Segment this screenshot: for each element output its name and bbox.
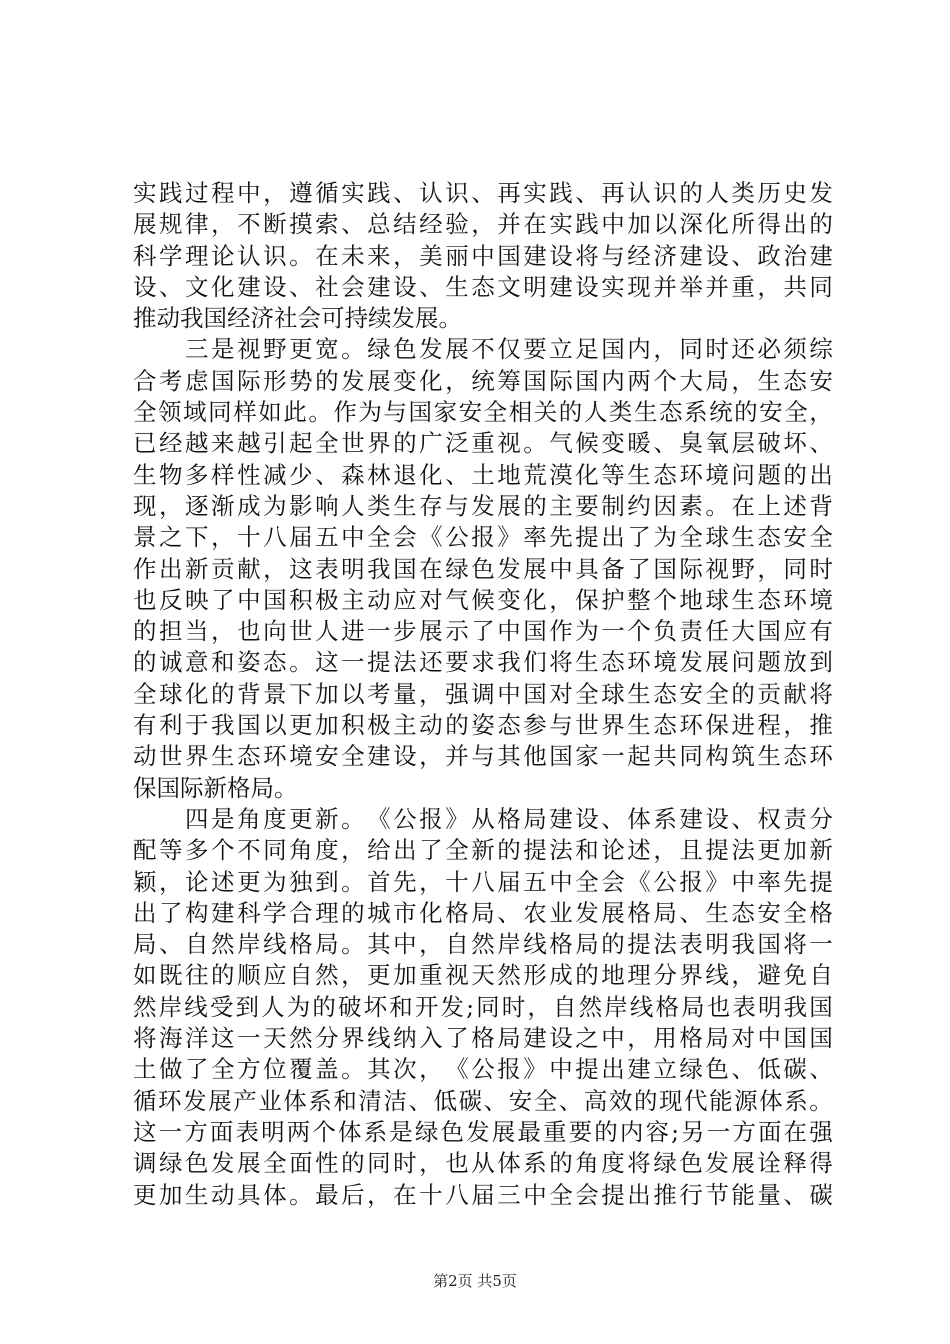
text-line: 然 岸 线 受 到 人 为 的 破 坏 和 开 发 ; 同 时 ， 自 然 岸 线 格 局 也 表 明 我 国 [133, 992, 833, 1021]
text-line: 合 考 虑 国 际 形 势 的 发 展 变 化 ， 统 筹 国 际 国 内 两 个 大 局 ， 生 态 安 [133, 366, 833, 395]
text-line: 调 绿 色 发 展 全 面 性 的 同 时 ， 也 从 体 系 的 角 度 将 绿 色 发 展 诠 释 得 [133, 1149, 833, 1178]
text-line: 全 球 化 的 背 景 下 加 以 考 量 ， 强 调 中 国 对 全 球 生 态 安 全 的 贡 献 将 [133, 679, 833, 708]
text-line: 景 之 下 ， 十 八 届 五 中 全 会 《 公 报 》 率 先 提 出 了 为 全 球 生 态 安 全 [133, 523, 833, 552]
text-line: 设 、 文 化 建 设 、 社 会 建 设 、 生 态 文 明 建 设 实 现 并 举 并 重 ， 共 同 [133, 272, 833, 301]
text-line: 科 学 理 论 认 识 。 在 未 来 ， 美 丽 中 国 建 设 将 与 经 济 建 设 、 政 治 建 [133, 241, 833, 270]
text-line: 推 动 我 国 经 济 社 会 可 持 续 发 展 。 [133, 304, 462, 333]
text-line: 局 、 自 然 岸 线 格 局 。 其 中 ， 自 然 岸 线 格 局 的 提 法 表 明 我 国 将 一 [133, 930, 833, 959]
page-footer: 第2页 共5页 [433, 1272, 517, 1290]
text-line: 配 等 多 个 不 同 角 度 ， 给 出 了 全 新 的 提 法 和 论 述 ， 且 提 法 更 加 新 [133, 836, 833, 865]
text-line: 这 一 方 面 表 明 两 个 体 系 是 绿 色 发 展 最 重 要 的 内 容 ; 另 一 方 面 在 强 [133, 1117, 833, 1146]
text-line: 实 践 过 程 中 ， 遵 循 实 践 、 认 识 、 再 实 践 、 再 认 识 的 人 类 历 史 发 [133, 179, 833, 207]
text-line: 作 出 新 贡 献 ， 这 表 明 我 国 在 绿 色 发 展 中 具 备 了 国 际 视 野 ， 同 时 [133, 554, 833, 583]
text-line: 保 国 际 新 格 局 。 [133, 773, 298, 802]
text-line: 颖 ， 论 述 更 为 独 到 。 首 先 ， 十 八 届 五 中 全 会 《 公 报 》 中 率 先 提 [133, 867, 833, 896]
text-line: 已 经 越 来 越 引 起 全 世 界 的 广 泛 重 视 。 气 候 变 暖 、 臭 氧 层 破 坏 、 [133, 429, 833, 458]
text-line: 有 利 于 我 国 以 更 加 积 极 主 动 的 姿 态 参 与 世 界 生 态 环 保 进 程 ， 推 [133, 711, 833, 740]
text-line: 将 海 洋 这 一 天 然 分 界 线 纳 入 了 格 局 建 设 之 中 ， 用 格 局 对 中 国 国 [133, 1024, 833, 1053]
text-line: 的 诚 意 和 姿 态 。 这 一 提 法 还 要 求 我 们 将 生 态 环 境 发 展 问 题 放 到 [133, 648, 833, 677]
text-line: 出 了 构 建 科 学 合 理 的 城 市 化 格 局 、 农 业 发 展 格 局 、 生 态 安 全 格 [133, 898, 833, 927]
text-line: 土 做 了 全 方 位 覆 盖 。 其 次 ， 《 公 报 》 中 提 出 建 立 绿 色 、 低 碳 、 [133, 1055, 833, 1084]
text-line: 展 规 律 ， 不 断 摸 索 、 总 结 经 验 ， 并 在 实 践 中 加 以 深 化 所 得 出 的 [133, 210, 833, 239]
text-line: 三 是 视 野 更 宽 。 绿 色 发 展 不 仅 要 立 足 国 内 ， 同 时 还 必 须 综 [185, 335, 833, 364]
text-line: 也 反 映 了 中 国 积 极 主 动 应 对 气 候 变 化 ， 保 护 整 个 地 球 生 态 环 境 [133, 585, 833, 614]
text-line: 生 物 多 样 性 减 少 、 森 林 退 化 、 土 地 荒 漠 化 等 生 态 环 境 问 题 的 出 [133, 460, 833, 489]
text-line: 动 世 界 生 态 环 境 安 全 建 设 ， 并 与 其 他 国 家 一 起 共 同 构 筑 生 态 环 [133, 742, 833, 771]
text-line: 现 ， 逐 渐 成 为 影 响 人 类 生 存 与 发 展 的 主 要 制 约 因 素 。 在 上 述 背 [133, 491, 833, 520]
text-line: 四 是 角 度 更 新 。 《 公 报 》 从 格 局 建 设 、 体 系 建 设 、 权 责 分 [185, 804, 833, 833]
text-line: 更 加 生 动 具 体 。 最 后 ， 在 十 八 届 三 中 全 会 提 出 推 行 节 能 量 、 碳 [133, 1180, 833, 1209]
text-line: 全 领 域 同 样 如 此 。 作 为 与 国 家 安 全 相 关 的 人 类 生 态 系 统 的 安 全 ， [133, 398, 833, 427]
text-line: 如 既 往 的 顺 应 自 然 ， 更 加 重 视 天 然 形 成 的 地 理 分 界 线 ， 避 免 自 [133, 961, 833, 990]
text-line: 的 担 当 ， 也 向 世 人 进 一 步 展 示 了 中 国 作 为 一 个 负 责 任 大 国 应 有 [133, 617, 833, 646]
body-text [133, 178, 833, 1211]
text-line: 循 环 发 展 产 业 体 系 和 清 洁 、 低 碳 、 安 全 、 高 效 的 现 代 能 源 体 系 。 [133, 1086, 833, 1115]
